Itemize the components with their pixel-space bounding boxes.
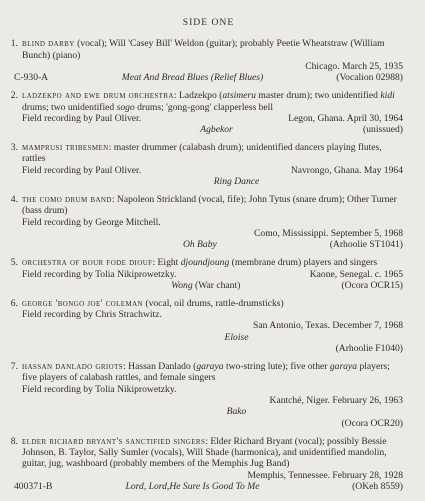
track-artist: blind darby — [22, 38, 75, 50]
matrix-number: C-930-A — [14, 72, 49, 84]
track-title: Agbekor — [200, 124, 233, 136]
track-place-date: Kaone, Senegal. c. 1965 — [309, 268, 403, 280]
credits-text: master drum); two unidentified — [255, 90, 381, 102]
track-place-date: San Antonio, Texas. December 7, 1968 — [253, 320, 403, 332]
track-artist: mamprusi tribesmen — [22, 142, 109, 154]
track-place-date: Chicago. March 25, 1935 — [305, 61, 403, 73]
credits-text: players; five players of calabash rattles, and female singers — [22, 360, 390, 384]
track-credits: (vocal); Will 'Casey Bill' Weldon (guitar); probably Peetie Wheatstraw (William Bunch) (piano) — [22, 38, 385, 61]
track-artist: elder richard bryant's sanctified singers — [22, 435, 206, 447]
track-place-date: Legon, Ghana. April 30, 1964 — [288, 112, 403, 124]
track-place-date: Kantché, Niger. February 26, 1963 — [269, 394, 403, 406]
track-number: 5. — [10, 257, 18, 269]
track-recording-credit: Field recording by Chris Strachwitz. — [22, 309, 162, 321]
track-number: 4. — [10, 193, 18, 205]
track-place-date: Como, Mississippi. September 5, 1968 — [254, 228, 403, 239]
track-credits: : Napoleon Strickland (vocal, fife); John Tytus (snare drum); Other Turner (bass drum) — [22, 193, 397, 217]
track-entry — [10, 435, 403, 493]
credits-instrument: atsimeru — [222, 90, 256, 102]
track-recording-line — [22, 165, 403, 176]
track-recording-credit: Field recording by Tolia Nikiprowetzky. — [22, 268, 177, 280]
credits-text: drums; two unidentified — [22, 101, 117, 113]
credits-instrument: djoundjoung — [180, 257, 230, 269]
track-number: 8. — [10, 435, 18, 447]
track-credits: (vocal, oil drums, rattle-drumsticks) — [143, 297, 284, 309]
matrix-number: 400371-B — [14, 480, 53, 492]
record-label: (Ocora OCR15) — [341, 279, 403, 291]
track-entry — [10, 142, 403, 188]
track-number: 6. — [10, 297, 18, 309]
track-entry — [10, 360, 403, 429]
track-title: Ring Dance — [213, 176, 260, 188]
track-title — [22, 280, 341, 291]
track-title-line — [22, 239, 403, 250]
track-title — [72, 72, 313, 83]
credits-text: : Ladzekpo ( — [173, 90, 223, 102]
track-entry — [10, 297, 403, 355]
track-recording-line — [22, 269, 403, 280]
track-credits: : master drummer (calabash drum); unidentified dancers playing flutes, rattles — [22, 142, 382, 165]
track-title-main: Wong — [171, 279, 193, 291]
track-entry — [10, 257, 403, 291]
credits-instrument: sogo — [116, 101, 135, 113]
track-recording-credit: Field recording by Paul Oliver. — [22, 112, 142, 124]
track-artist: george 'bongo joe' coleman — [22, 297, 143, 309]
track-title: Oh Baby — [182, 239, 217, 251]
track-title-alt: (Relief Blues) — [210, 72, 264, 84]
track-recording-credit: Field recording by George Mitchell. — [22, 216, 161, 228]
track-title-line — [22, 124, 403, 135]
track-number: 1. — [10, 38, 18, 50]
side-title: SIDE ONE — [182, 17, 235, 28]
track-number: 3. — [10, 142, 18, 154]
track-title-line — [22, 280, 403, 291]
track-number: 2. — [10, 90, 18, 102]
credits-instrument: garaya — [196, 360, 224, 372]
track-title: Lord, Lord,He Sure Is Good To Me — [125, 480, 260, 492]
track-title: Eloise — [224, 331, 249, 343]
credits-text: : Hassan Danlado ( — [123, 360, 197, 372]
credits-text: (membrane drum) players and singers — [229, 257, 378, 269]
track-title-line — [14, 480, 403, 492]
record-label: (Arhoolie F1040) — [335, 343, 403, 355]
record-label: (OKeh 8559) — [352, 480, 403, 492]
track-place-date: Navrongo, Ghana. May 1964 — [290, 164, 403, 176]
track-place-date: Memphis, Tennessee. February 28, 1928 — [247, 469, 403, 481]
track-title-line — [14, 72, 403, 84]
record-label: (Ocora OCR20) — [341, 417, 403, 429]
track-artist: orchestra of bour fode diouf — [22, 257, 153, 269]
track-entry — [10, 90, 403, 136]
record-label: (Arhoolie ST1041) — [329, 239, 403, 251]
record-label: (unissued) — [363, 124, 403, 136]
track-entry — [10, 193, 403, 251]
track-number: 7. — [10, 360, 18, 372]
track-list — [10, 38, 403, 492]
track-recording-credit: Field recording by Tolia Nikiprowetzky. — [22, 383, 177, 395]
credits-instrument: garaya — [329, 360, 358, 372]
track-recording-credit: Field recording by Paul Oliver. — [22, 164, 142, 176]
track-title: Bako — [226, 406, 247, 418]
track-artist: hassan danlado griots — [22, 360, 124, 372]
track-title-translation: (War chant) — [192, 279, 241, 291]
credits-text: drums; 'gong-gong' clapperless bell — [134, 101, 273, 113]
track-title-main: Meat And Bread Blues — [121, 72, 209, 84]
track-credits — [152, 257, 377, 268]
credits-text: : Eight — [152, 257, 181, 269]
track-credits: : Elder Richard Bryant (vocal); possibly Bessie Johnson, B. Taylor, Sally Sumler (vocals), Will Shade (harmonica), and unidentified mandolin, guitar, jug, washboard (probably members of the Memphis Jug Band) — [22, 435, 387, 470]
track-artist: the como drum band — [22, 193, 112, 205]
record-label: (Vocalion 02988) — [336, 72, 403, 84]
credits-text: two-string lute); five other — [223, 360, 330, 372]
credits-instrument: kidi — [380, 90, 395, 102]
track-entry — [10, 38, 403, 84]
track-recording-line — [22, 113, 403, 124]
track-artist: ladzekpo and ewe drum orchestra — [22, 90, 174, 102]
